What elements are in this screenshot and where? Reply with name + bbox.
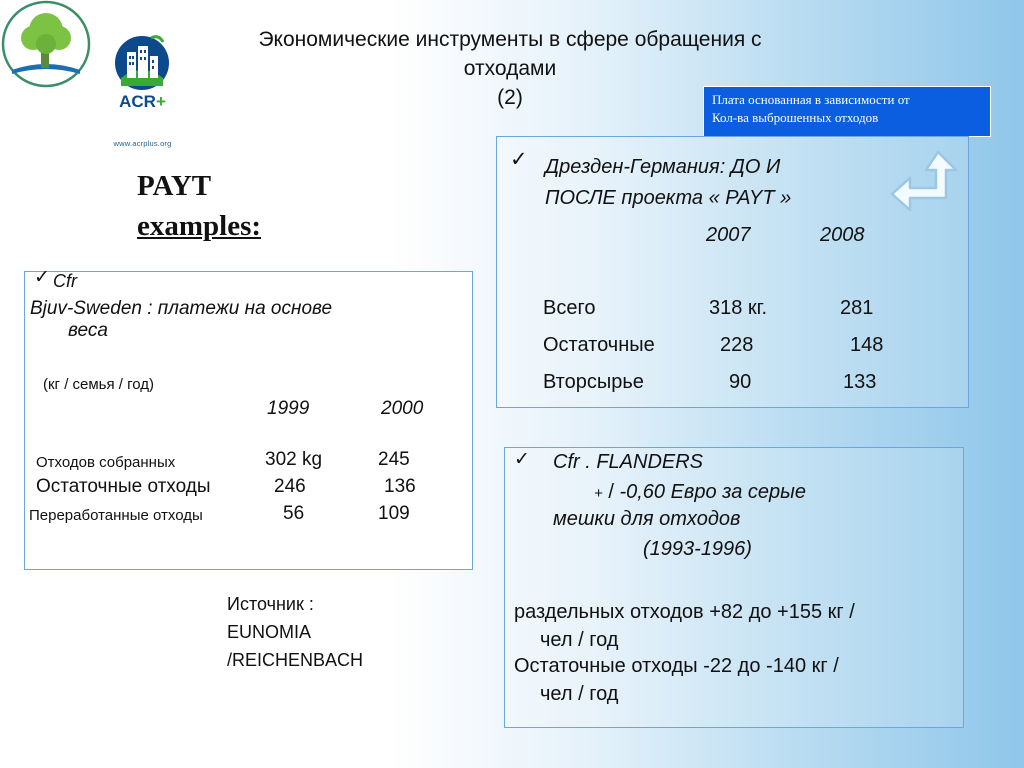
sweden-label: Переработанные отходы bbox=[29, 507, 203, 524]
flanders-row bbox=[514, 652, 964, 708]
payt-heading-line2: examples: bbox=[137, 210, 262, 242]
flanders-cfr: Cfr . FLANDERS bbox=[553, 451, 704, 473]
page-title bbox=[250, 25, 770, 112]
dresden-label: Вторсырье bbox=[543, 371, 644, 393]
flanders-row1-line2: чел / год bbox=[540, 629, 619, 651]
dresden-value: 90 bbox=[729, 371, 752, 393]
sweden-value: 109 bbox=[378, 503, 410, 524]
check-icon: ✓ bbox=[514, 449, 530, 470]
acr-logo-panel bbox=[103, 0, 182, 156]
sweden-value: 56 bbox=[283, 503, 305, 524]
note-line2: Кол-ва выброшенных отходов bbox=[712, 110, 879, 125]
tree-icon bbox=[0, 0, 92, 88]
title-line3: (2) bbox=[497, 86, 523, 109]
title-line1: Экономические инструменты в сфере обращения с bbox=[258, 28, 762, 51]
flanders-row1-line1: раздельных отходов +82 до +155 кг / bbox=[514, 601, 855, 623]
dresden-value: 148 bbox=[850, 334, 884, 356]
flanders-years: (1993-1996) bbox=[643, 538, 752, 560]
check-icon: ✓ bbox=[510, 148, 528, 171]
dresden-label: Остаточные bbox=[543, 334, 655, 356]
title-line2: отходами bbox=[463, 57, 557, 80]
source-line1: Источник : bbox=[227, 594, 314, 614]
building-icon bbox=[111, 30, 173, 92]
flanders-line2: мешки для отходов bbox=[553, 508, 741, 530]
source-note bbox=[227, 590, 363, 674]
sweden-value: 302 kg bbox=[265, 449, 323, 470]
sweden-title bbox=[30, 298, 470, 342]
dresden-year: 2007 bbox=[706, 224, 751, 246]
sweden-unit: (кг / семья / год) bbox=[43, 376, 155, 393]
check-icon: ✓ bbox=[34, 267, 50, 288]
sweden-cfr: Cfr bbox=[53, 271, 77, 291]
dresden-heading bbox=[545, 152, 905, 214]
source-line2: EUNOMIA bbox=[227, 622, 312, 642]
note-line1: Плата основанная в зависимости от bbox=[712, 92, 910, 107]
flanders-row2-line1: Остаточные отходы -22 до -140 кг / bbox=[514, 655, 839, 677]
arrow-icon bbox=[890, 150, 960, 216]
dresden-value: 133 bbox=[843, 371, 877, 393]
flanders-row bbox=[514, 598, 964, 654]
sweden-title-line1: Bjuv-Sweden : платежи на основе bbox=[30, 298, 333, 319]
sweden-value: 136 bbox=[384, 476, 416, 497]
dresden-label: Всего bbox=[543, 297, 596, 319]
flanders-line1 bbox=[594, 481, 806, 504]
sweden-label: Остаточные отходы bbox=[36, 476, 211, 497]
dresden-heading-line1: Дрезден-Германия: ДО И bbox=[545, 156, 781, 178]
flanders-row2-line2: чел / год bbox=[540, 683, 619, 705]
sweden-value: 246 bbox=[274, 476, 306, 497]
acr-url: www.acrplus.org bbox=[113, 139, 172, 148]
sweden-label: Отходов собранных bbox=[36, 454, 176, 471]
flanders-slash: / bbox=[602, 481, 620, 503]
sweden-year: 2000 bbox=[381, 398, 424, 419]
dresden-heading-line2: ПОСЛЕ проекта « PAYT » bbox=[545, 187, 792, 209]
acr-brand: ACR+ bbox=[119, 92, 166, 111]
flanders-plus: + bbox=[594, 485, 603, 502]
note-box bbox=[703, 86, 991, 137]
payt-heading bbox=[137, 166, 261, 246]
sweden-value: 245 bbox=[378, 449, 410, 470]
dresden-value: 228 bbox=[720, 334, 754, 356]
dresden-year: 2008 bbox=[820, 224, 865, 246]
payt-heading-line1: PAYT bbox=[137, 170, 212, 202]
sweden-year: 1999 bbox=[267, 398, 310, 419]
dresden-value: 281 bbox=[840, 297, 874, 319]
flanders-line1-rest: -0,60 Евро за серые bbox=[619, 481, 806, 503]
dresden-value: 318 кг. bbox=[709, 297, 768, 319]
source-line3: /REICHENBACH bbox=[227, 650, 364, 670]
sweden-title-line2: веса bbox=[68, 320, 108, 341]
